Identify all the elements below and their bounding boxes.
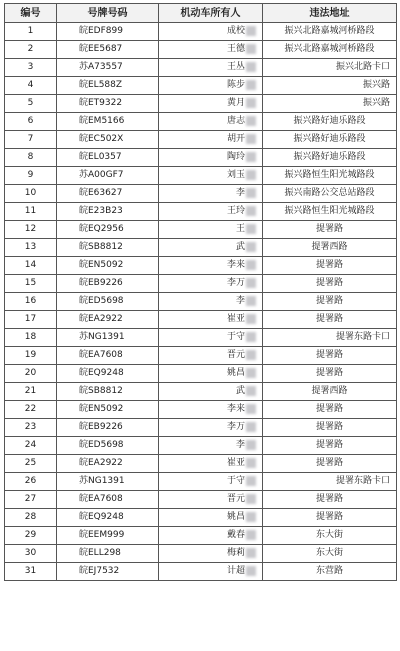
plate-number: 皖EN5092 <box>57 401 159 419</box>
row-number: 28 <box>5 509 57 527</box>
owner-name: 成校 <box>226 26 245 36</box>
plate-number: 皖E63627 <box>57 185 159 203</box>
vehicle-owner <box>159 293 263 311</box>
vehicle-owner <box>159 95 263 113</box>
table-row <box>5 329 397 347</box>
plate-number: 皖EA7608 <box>57 347 159 365</box>
plate-number: 皖EDF899 <box>57 23 159 41</box>
table-row <box>5 239 397 257</box>
row-number: 30 <box>5 545 57 563</box>
owner-name: 刘玉 <box>226 170 245 180</box>
row-number: 26 <box>5 473 57 491</box>
plate-number: 苏NG1391 <box>57 329 159 347</box>
redaction-mask <box>246 80 256 90</box>
plate-number: 皖EE5687 <box>57 41 159 59</box>
owner-name: 姚昌 <box>226 368 245 378</box>
violation-address: 振兴路恒生阳光城路段 <box>263 203 397 221</box>
redaction-mask <box>246 188 256 198</box>
table-row <box>5 149 397 167</box>
violation-address: 东大街 <box>263 527 397 545</box>
vehicle-owner <box>159 527 263 545</box>
owner-name: 胡开 <box>226 134 245 144</box>
plate-number: 皖EM5166 <box>57 113 159 131</box>
row-number: 27 <box>5 491 57 509</box>
table-row <box>5 185 397 203</box>
violation-address: 振兴北路嘉城河桥路段 <box>263 23 397 41</box>
violation-address: 振兴路好迪乐路段 <box>263 113 397 131</box>
header-owner: 机动车所有人 <box>159 4 263 23</box>
row-number: 8 <box>5 149 57 167</box>
violation-address: 提署路 <box>263 221 397 239</box>
plate-number: 皖EB9226 <box>57 419 159 437</box>
violation-address: 提署路 <box>263 419 397 437</box>
redaction-mask <box>246 530 256 540</box>
redaction-mask <box>246 98 256 108</box>
plate-number: 皖E23B23 <box>57 203 159 221</box>
violation-address: 提署西路 <box>263 239 397 257</box>
plate-number: 皖EEM999 <box>57 527 159 545</box>
table-row <box>5 383 397 401</box>
vehicle-owner <box>159 347 263 365</box>
row-number: 22 <box>5 401 57 419</box>
table-row <box>5 491 397 509</box>
redaction-mask <box>246 422 256 432</box>
owner-name: 黄月 <box>226 98 245 108</box>
owner-name: 晋元 <box>226 494 245 504</box>
row-number: 14 <box>5 257 57 275</box>
vehicle-owner <box>159 365 263 383</box>
owner-name: 王玲 <box>226 206 245 216</box>
plate-number: 皖ELL298 <box>57 545 159 563</box>
redaction-mask <box>246 458 256 468</box>
vehicle-owner <box>159 59 263 77</box>
table-row <box>5 113 397 131</box>
row-number: 15 <box>5 275 57 293</box>
redaction-mask <box>246 242 256 252</box>
plate-number: 皖EQ9248 <box>57 509 159 527</box>
vehicle-owner <box>159 23 263 41</box>
vehicle-owner <box>159 185 263 203</box>
table-row <box>5 401 397 419</box>
violation-address: 提署路 <box>263 311 397 329</box>
vehicle-owner <box>159 239 263 257</box>
table-row <box>5 95 397 113</box>
plate-number: 皖EQ9248 <box>57 365 159 383</box>
owner-name: 崔亚 <box>226 458 245 468</box>
owner-name: 于守 <box>226 476 245 486</box>
redaction-mask <box>246 494 256 504</box>
violation-table <box>4 3 397 581</box>
violation-address: 提署路 <box>263 275 397 293</box>
plate-number: 皖ED5698 <box>57 293 159 311</box>
plate-number: 苏NG1391 <box>57 473 159 491</box>
violation-address: 提署路 <box>263 365 397 383</box>
table-row <box>5 509 397 527</box>
plate-number: 皖ED5698 <box>57 437 159 455</box>
redaction-mask <box>246 260 256 270</box>
owner-name: 李来 <box>226 260 245 270</box>
table-row <box>5 347 397 365</box>
violation-address: 振兴路恒生阳光城路段 <box>263 167 397 185</box>
vehicle-owner <box>159 509 263 527</box>
owner-name: 姚昌 <box>226 512 245 522</box>
owner-name: 唐志 <box>226 116 245 126</box>
row-number: 1 <box>5 23 57 41</box>
redaction-mask <box>246 26 256 36</box>
redaction-mask <box>246 476 256 486</box>
header-address: 违法地址 <box>263 4 397 23</box>
row-number: 6 <box>5 113 57 131</box>
violation-address: 振兴北路卡口 <box>263 59 397 77</box>
vehicle-owner <box>159 437 263 455</box>
table-row <box>5 203 397 221</box>
vehicle-owner <box>159 275 263 293</box>
header-plate: 号牌号码 <box>57 4 159 23</box>
violation-address: 提署路 <box>263 293 397 311</box>
plate-number: 皖EA2922 <box>57 455 159 473</box>
plate-number: 皖EQ2956 <box>57 221 159 239</box>
owner-name: 计超 <box>226 566 245 576</box>
redaction-mask <box>246 386 256 396</box>
vehicle-owner <box>159 545 263 563</box>
row-number: 4 <box>5 77 57 95</box>
vehicle-owner <box>159 329 263 347</box>
vehicle-owner <box>159 113 263 131</box>
redaction-mask <box>246 548 256 558</box>
vehicle-owner <box>159 77 263 95</box>
vehicle-owner <box>159 203 263 221</box>
redaction-mask <box>246 206 256 216</box>
plate-number: 苏A73557 <box>57 59 159 77</box>
owner-name: 于守 <box>226 332 245 342</box>
row-number: 17 <box>5 311 57 329</box>
owner-name: 武 <box>235 386 245 396</box>
row-number: 16 <box>5 293 57 311</box>
redaction-mask <box>246 404 256 414</box>
redaction-mask <box>246 350 256 360</box>
owner-name: 李 <box>235 296 245 306</box>
row-number: 3 <box>5 59 57 77</box>
violation-address: 东营路 <box>263 563 397 581</box>
table-row <box>5 221 397 239</box>
table-row <box>5 455 397 473</box>
row-number: 23 <box>5 419 57 437</box>
vehicle-owner <box>159 149 263 167</box>
plate-number: 皖EB9226 <box>57 275 159 293</box>
owner-name: 王 <box>235 224 245 234</box>
row-number: 5 <box>5 95 57 113</box>
owner-name: 崔亚 <box>226 314 245 324</box>
redaction-mask <box>246 332 256 342</box>
row-number: 25 <box>5 455 57 473</box>
violation-address: 提署路 <box>263 491 397 509</box>
redaction-mask <box>246 224 256 234</box>
plate-number: 皖EA2922 <box>57 311 159 329</box>
plate-number: 皖EN5092 <box>57 257 159 275</box>
table-row <box>5 311 397 329</box>
table-row <box>5 77 397 95</box>
owner-name: 李 <box>235 188 245 198</box>
violation-address: 提署路 <box>263 509 397 527</box>
redaction-mask <box>246 368 256 378</box>
vehicle-owner <box>159 473 263 491</box>
violation-address: 提署路 <box>263 347 397 365</box>
owner-name: 梅莉 <box>226 548 245 558</box>
plate-number: 皖EL588Z <box>57 77 159 95</box>
violation-address: 提署东路卡口 <box>263 473 397 491</box>
vehicle-owner <box>159 41 263 59</box>
row-number: 10 <box>5 185 57 203</box>
table-row <box>5 293 397 311</box>
plate-number: 皖ET9322 <box>57 95 159 113</box>
redaction-mask <box>246 62 256 72</box>
owner-name: 李万 <box>226 422 245 432</box>
table-row <box>5 365 397 383</box>
violation-address: 提署西路 <box>263 383 397 401</box>
vehicle-owner <box>159 131 263 149</box>
vehicle-owner <box>159 221 263 239</box>
vehicle-owner <box>159 455 263 473</box>
violation-address: 提署路 <box>263 257 397 275</box>
redaction-mask <box>246 152 256 162</box>
table-row <box>5 23 397 41</box>
violation-address: 振兴南路公交总站路段 <box>263 185 397 203</box>
violation-address: 提署路 <box>263 455 397 473</box>
redaction-mask <box>246 116 256 126</box>
vehicle-owner <box>159 419 263 437</box>
owner-name: 陈步 <box>226 80 245 90</box>
table-row <box>5 41 397 59</box>
plate-number: 皖EC502X <box>57 131 159 149</box>
redaction-mask <box>246 278 256 288</box>
owner-name: 王丛 <box>226 62 245 72</box>
redaction-mask <box>246 170 256 180</box>
vehicle-owner <box>159 383 263 401</box>
row-number: 29 <box>5 527 57 545</box>
plate-number: 苏A00GF7 <box>57 167 159 185</box>
table-row <box>5 131 397 149</box>
row-number: 19 <box>5 347 57 365</box>
row-number: 18 <box>5 329 57 347</box>
vehicle-owner <box>159 491 263 509</box>
owner-name: 武 <box>235 242 245 252</box>
redaction-mask <box>246 566 256 576</box>
violation-address: 振兴路 <box>263 95 397 113</box>
row-number: 31 <box>5 563 57 581</box>
row-number: 20 <box>5 365 57 383</box>
owner-name: 晋元 <box>226 350 245 360</box>
redaction-mask <box>246 512 256 522</box>
plate-number: 皖EL0357 <box>57 149 159 167</box>
redaction-mask <box>246 314 256 324</box>
redaction-mask <box>246 296 256 306</box>
table-row <box>5 257 397 275</box>
table-row <box>5 473 397 491</box>
owner-name: 李万 <box>226 278 245 288</box>
vehicle-owner <box>159 167 263 185</box>
violation-address: 振兴路好迪乐路段 <box>263 131 397 149</box>
row-number: 13 <box>5 239 57 257</box>
table-row <box>5 527 397 545</box>
plate-number: 皖EA7608 <box>57 491 159 509</box>
violation-address: 振兴北路嘉城河桥路段 <box>263 41 397 59</box>
violation-address: 振兴路 <box>263 77 397 95</box>
owner-name: 陶玲 <box>226 152 245 162</box>
violation-address: 提署路 <box>263 401 397 419</box>
table-row <box>5 275 397 293</box>
vehicle-owner <box>159 563 263 581</box>
plate-number: 皖EJ7532 <box>57 563 159 581</box>
vehicle-owner <box>159 401 263 419</box>
row-number: 11 <box>5 203 57 221</box>
vehicle-owner <box>159 311 263 329</box>
owner-name: 李来 <box>226 404 245 414</box>
table-row <box>5 545 397 563</box>
owner-name: 戴春 <box>226 530 245 540</box>
violation-address: 提署路 <box>263 437 397 455</box>
violation-address: 振兴路好迪乐路段 <box>263 149 397 167</box>
plate-number: 皖SB8812 <box>57 383 159 401</box>
table-row <box>5 167 397 185</box>
owner-name: 王德 <box>226 44 245 54</box>
redaction-mask <box>246 44 256 54</box>
table-row <box>5 419 397 437</box>
row-number: 7 <box>5 131 57 149</box>
row-number: 12 <box>5 221 57 239</box>
vehicle-owner <box>159 257 263 275</box>
row-number: 24 <box>5 437 57 455</box>
row-number: 2 <box>5 41 57 59</box>
redaction-mask <box>246 134 256 144</box>
table-row <box>5 437 397 455</box>
owner-name: 李 <box>235 440 245 450</box>
violation-address: 提署东路卡口 <box>263 329 397 347</box>
table-body <box>5 23 397 581</box>
table-header-row <box>5 4 397 23</box>
redaction-mask <box>246 440 256 450</box>
row-number: 9 <box>5 167 57 185</box>
row-number: 21 <box>5 383 57 401</box>
header-number: 编号 <box>5 4 57 23</box>
violation-address: 东大街 <box>263 545 397 563</box>
table-row <box>5 563 397 581</box>
table-row <box>5 59 397 77</box>
plate-number: 皖SB8812 <box>57 239 159 257</box>
